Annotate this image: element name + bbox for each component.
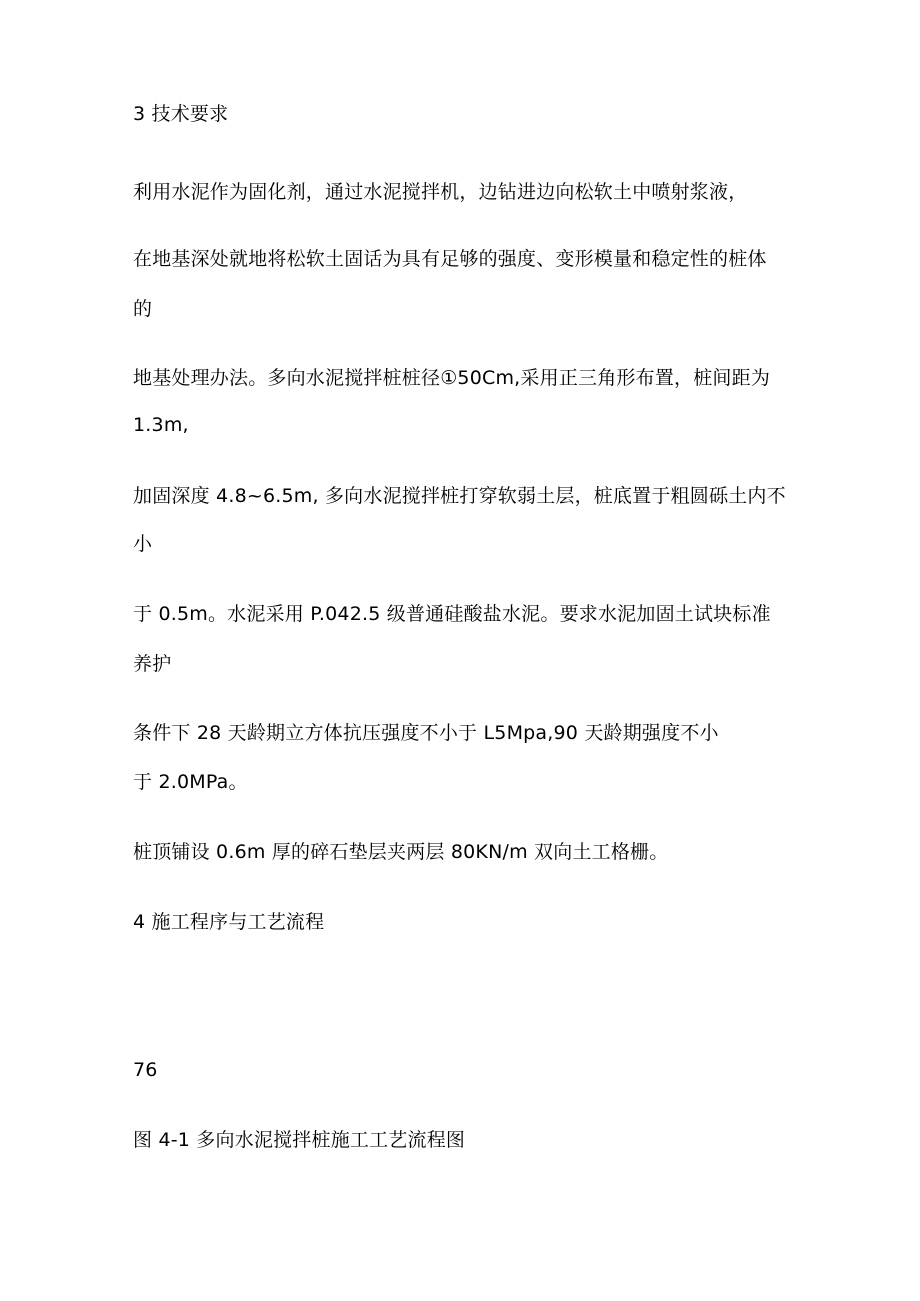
paragraph-line-4: 地基处理办法。多向水泥搅拌桩桩径①50Cm,采用正三角形布置，桩间距为 [133,367,771,389]
paragraph-line-9: 养护 [133,653,172,675]
paragraph-line-12: 桩顶铺设 0.6m 厚的碎石垫层夹两层 80KN∕m 双向土工格栅。 [133,841,669,863]
paragraph-line-1: 利用水泥作为固化剂，通过水泥搅拌机，边钻进边向松软土中喷射浆液， [133,181,748,203]
section-heading-3: 3 技术要求 [133,103,229,125]
paragraph-line-11: 于 2.0MPa。 [133,771,248,793]
paragraph-line-10: 条件下 28 天龄期立方体抗压强度不小于 L5Mpa,90 天龄期强度不小 [133,722,719,744]
paragraph-line-6: 加固深度 4.8~6.5m, 多向水泥搅拌桩打穿软弱土层，桩底置于粗圆砾土内不 [133,485,786,507]
section-heading-4: 4 施工程序与工艺流程 [133,911,325,933]
page-number: 76 [133,1059,158,1081]
figure-caption: 图 4-1 多向水泥搅拌桩施工工艺流程图 [133,1129,466,1151]
paragraph-line-7: 小 [133,533,153,555]
paragraph-line-8: 于 0.5m。水泥采用 P.042.5 级普通硅酸盐水泥。要求水泥加固土试块标准 [133,603,771,625]
paragraph-line-2: 在地基深处就地将松软土固话为具有足够的强度、变形模量和稳定性的桩体 [133,248,767,270]
paragraph-line-5: 1.3m, [133,414,189,436]
paragraph-line-3: 的 [133,298,153,320]
